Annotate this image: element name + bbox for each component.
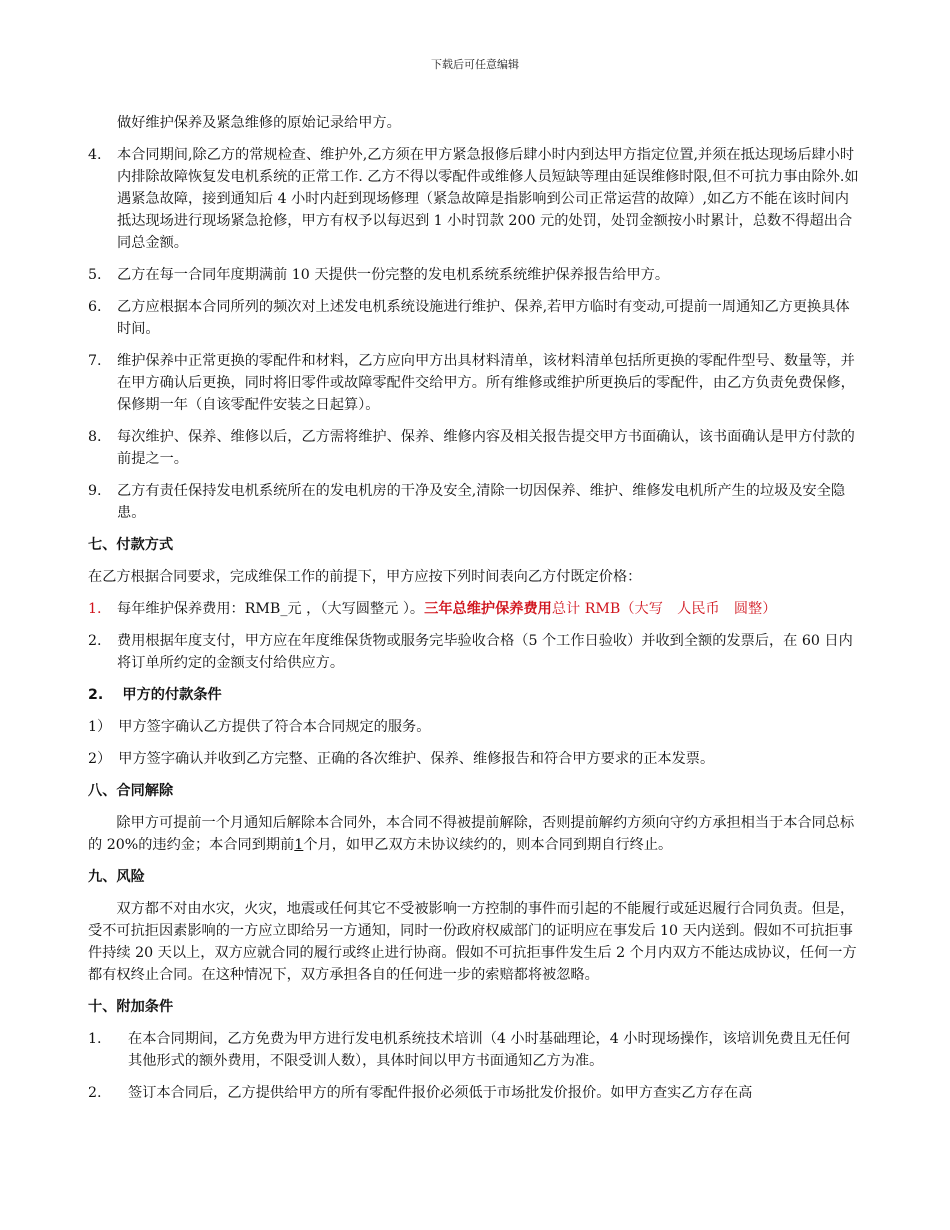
termination-text-a: 除甲方可提前一个月通知后解除本合同外，本合同不得被提前解除，否则提前解约方须向守约方承担相当于本合同总标的 20%的违约金；本合同到期前 <box>88 815 855 853</box>
payment-item-number: 1. <box>88 601 102 617</box>
risk-paragraph: 双方都不对由水灾，火灾，地震或任何其它不受被影响一方控制的事件而引起的不能履行或延迟履行合同负责。但是，受不可抗拒因素影响的一方应立即给另一方通知，同时一份政府权威部门的证明应在事发后 10 天内送到。假如不可抗拒事件持续 20 天以上，双方应就合同的履行或终止进行协商。假如不可抗拒事件发生后 2 个月内双方不能达成协议，任何一方都有权终止合同。在这种情况下，双方承担各自的任何进一步的索赔都将被忽略。 <box>88 901 857 983</box>
additional-item-number: 2. <box>88 1085 102 1101</box>
continuation-paragraph: 做好维护保养及紧急维修的原始记录给甲方。 <box>117 115 401 131</box>
annual-fee-text: 每年维护保养费用：RMB_元 ，（大写圆整元 ）。 <box>117 601 425 617</box>
section-heading-payment: 七、付款方式 <box>88 537 174 553</box>
list-item-text: 乙方有责任保持发电机系统所在的发电机房的干净及安全,清除一切因保养、维护、维修发电机所产生的垃圾及安全隐患。 <box>117 483 846 521</box>
payment-item-number: 2. <box>88 633 102 649</box>
termination-paragraph <box>88 812 863 856</box>
payment-item-text <box>117 598 863 620</box>
list-item-text: 每次维护、保养、维修以后，乙方需将维护、保养、维修内容及相关报告提交甲方书面确认，该书面确认是甲方付款的前提之一。 <box>117 429 855 467</box>
payment-item <box>88 630 863 674</box>
list-item-text: 本合同期间,除乙方的常规检查、维护外,乙方须在甲方紧急报修后肆小时内到达甲方指定位置,并须在抵达现场后肆小时内排除故障恢复发电机系统的正常工作. 乙方不得以零配件或维修人员短缺等理由延误维修时限,但不可抗力事由除外.如遇紧急故障，接到通知后 4 小时内赶到现场修理（紧急故障是指影响到公司正常运营的故障）,如乙方不能在该时间内抵达现场进行现场紧急抢修，甲方有权予以每迟到 1 小时罚款 200 元的处罚，处罚金额按小时累计，总数不得超出合同总金额。 <box>117 147 859 251</box>
subheading-payment-conditions: 2. 甲方的付款条件 <box>88 687 222 703</box>
additional-item-text: 签订本合同后，乙方提供给甲方的所有零配件报价必须低于市场批发价报价。如甲方查实乙方存在高 <box>128 1085 753 1101</box>
additional-item-number: 1. <box>88 1031 102 1047</box>
three-year-fee-total: 总计 RMB（大写 人民币 圆整） <box>551 601 777 617</box>
three-year-fee-label: 三年总维护保养费用 <box>424 601 552 617</box>
payment-condition: 2） 甲方签字确认并收到乙方完整、正确的各次维护、保养、维修报告和符合甲方要求的正本发票。 <box>88 751 715 767</box>
section-heading-risk: 九、风险 <box>88 869 145 885</box>
list-item <box>88 296 863 340</box>
additional-item-text: 在本合同期间，乙方免费为甲方进行发电机系统技术培训（4 小时基础理论，4 小时现场操作，该培训免费且无任何其他形式的额外费用，不限受训人数），具体时间以甲方书面通知乙方为准。 <box>128 1031 851 1069</box>
termination-months: 1 <box>294 837 304 853</box>
payment-item <box>88 598 863 620</box>
termination-text-b: 个月，如甲乙双方未协议续约的，则本合同到期自行终止。 <box>303 837 673 853</box>
payment-condition: 1） 甲方签字确认乙方提供了符合本合同规定的服务。 <box>88 719 431 735</box>
list-item <box>88 350 863 416</box>
payment-item-text: 费用根据年度支付，甲方应在年度维保货物或服务完毕验收合格（5 个工作日验收）并收到全额的发票后，在 60 日内将订单所约定的金额支付给供应方。 <box>117 633 853 671</box>
document-body <box>88 112 863 1114</box>
list-item-number: 7. <box>88 353 102 369</box>
section-heading-additional: 十、附加条件 <box>88 999 174 1015</box>
payment-intro: 在乙方根据合同要求，完成维保工作的前提下，甲方应按下列时间表向乙方付既定价格： <box>88 569 642 585</box>
list-item <box>88 264 863 286</box>
list-item-number: 4. <box>88 147 102 163</box>
page-header: 下载后可任意编辑 <box>431 58 519 71</box>
list-item-text: 维护保养中正常更换的零配件和材料，乙方应向甲方出具材料清单，该材料清单包括所更换的零配件型号、数量等，并在甲方确认后更换，同时将旧零件或故障零配件交给甲方。所有维修或维护所更换后的零配件，由乙方负责免费保修，保修期一年（自该零配件安装之日起算）。 <box>117 353 855 413</box>
section-heading-termination: 八、合同解除 <box>88 783 174 799</box>
list-item-text: 乙方应根据本合同所列的频次对上述发电机系统设施进行维护、保养,若甲方临时有变动,可提前一周通知乙方更换具体时间。 <box>117 299 850 337</box>
list-item-number: 5. <box>88 267 102 283</box>
list-item-number: 8. <box>88 429 102 445</box>
list-item <box>88 426 863 470</box>
list-item <box>88 480 863 524</box>
list-item-number: 6. <box>88 299 102 315</box>
list-item-text: 乙方在每一合同年度期满前 10 天提供一份完整的发电机系统系统维护保养报告给甲方。 <box>117 267 670 283</box>
list-item-number: 9. <box>88 483 102 499</box>
list-item <box>88 144 863 254</box>
additional-item <box>88 1028 863 1072</box>
additional-item <box>88 1082 863 1104</box>
